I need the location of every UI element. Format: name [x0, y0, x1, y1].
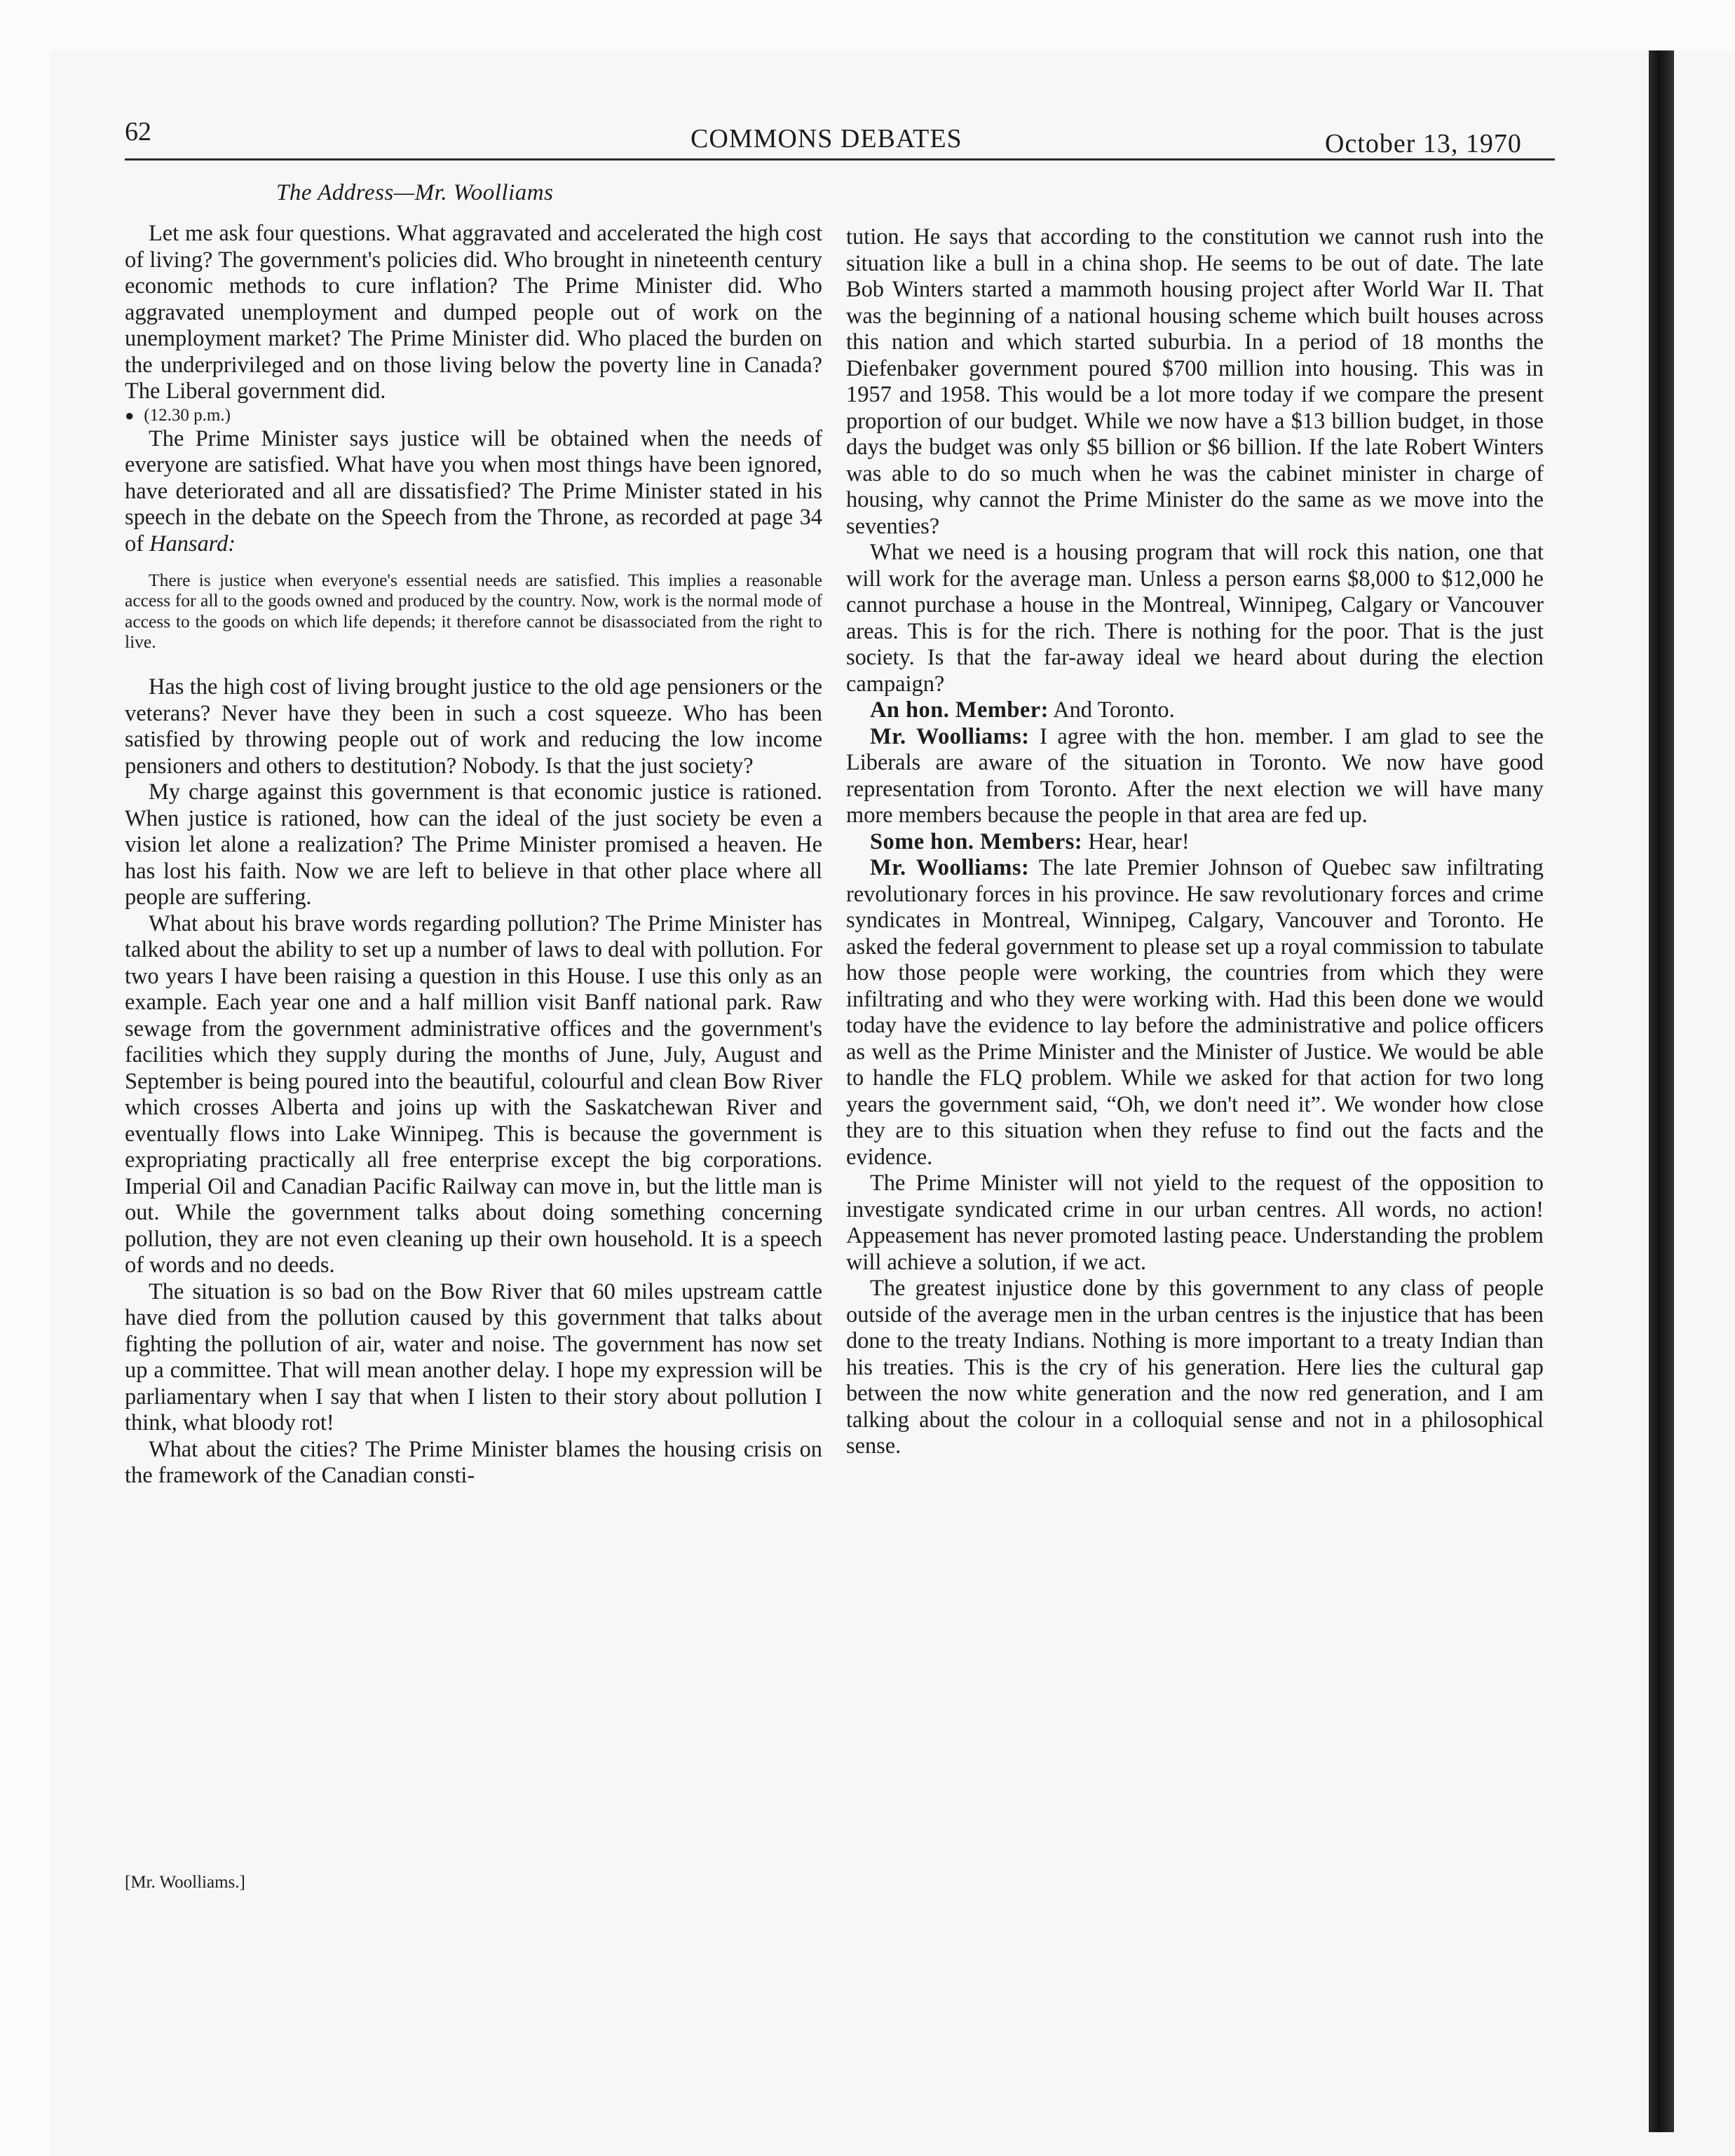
speaker-name: Some hon. Members: [870, 828, 1083, 854]
speech-entry [846, 829, 1544, 856]
running-header-title: COMMONS DEBATES [690, 124, 962, 153]
speaker-name: Mr. Woolliams: [870, 723, 1030, 749]
speech-text: The late Premier Johnson of Quebec saw infiltrating revolutionary forces in his province. He saw revolutionary forces and crime syndicates in Montreal, Winnipeg, Calgary, Vancouver and Toronto. He asked the federal government to please set up a royal commission to tabulate how those people were working, the countries from which they were infiltrating and who they were working with. Had this been done we would today have the evidence to lay before the administrative and police officers as well as the Prime Minister and the Minister of Justice. We would be able to handle the FLQ problem. While we asked for that action for two long years the government said, “Oh, we don't need it”. We wonder how close they are to this situation when they refuse to find out the facts and the evidence. [846, 855, 1544, 1170]
paragraph: What we need is a housing program that will rock this nation, one that will work for the average man. Unless a person earns $8,000 to $12,000 he cannot purchase a house in the Montreal, Winnipeg, Calgary or Vancouver areas. This is for the rich. There is nothing for the poor. That is the just society. Is that the far-away ideal we heard about during the election campaign? [846, 540, 1544, 697]
paragraph: The Prime Minister will not yield to the request of the opposition to investigate syndicated crime in our urban centres. All words, no action! Appeasement has never promoted lasting peace. Understanding the problem will achieve a solution, if we act. [846, 1171, 1544, 1275]
speech-entry [846, 855, 1544, 1171]
speaker-name: An hon. Member: [870, 697, 1049, 723]
section-subheading: The Address—Mr. Woolliams [276, 180, 554, 205]
quote-text: There is justice when everyone's essential needs are satisfied. This implies a reasonable access for all to the goods owned and produced by the country. Now, work is the normal mode of access to the goods on which life depends; it therefore cannot be disassociated from the right to live. [125, 570, 822, 652]
page-number: 62 [125, 117, 151, 146]
speech-text: Hear, hear! [1082, 828, 1190, 854]
right-column [846, 224, 1544, 1460]
speaker-attribution: [Mr. Woolliams.] [125, 1873, 245, 1892]
paragraph: The greatest injustice done by this government to any class of people outside of the average men in the urban centres is the injustice that has been done to the treaty Indians. Nothing is more important to a treaty Indian than his treaties. This is the cry of his generation. Here lies the cultural gap between the now white generation and the now red generation, and I am talking about the colour in a colloquial sense and not in a philosophical sense. [846, 1276, 1544, 1459]
scan-edge-shadow [1649, 50, 1674, 2132]
speech-text: And Toronto. [1048, 697, 1175, 723]
paragraph: Has the high cost of living brought justice to the old age pensioners or the veterans? Never have they been in such a cost squeeze. Who has been satisfied by throwing people out of work and reducing the low income pensioners and others to destitution? Nobody. Is that the just society? [125, 674, 822, 779]
left-column [125, 221, 822, 1489]
paragraph-text: The Prime Minister says justice will be obtained when the needs of everyone are satisfied. What have you when most things have been ignored, have deteriorated and all are dissatisfied? The Prime Minister stated in his speech in the debate on the Speech from the Throne, as recorded at page 34 of [125, 425, 822, 557]
paragraph: What about his brave words regarding pollution? The Prime Minister has talked about the ability to set up a number of laws to deal with pollution. For two years I have been raising a question in this House. I use this only as an example. Each year one and a half million visit Banff national park. Raw sewage from the government administrative offices and the government's facilities which they supply during the months of June, July, August and September is being poured into the beautiful, colourful and clean Bow River which crosses Alberta and joins up with the Saskatchewan River and eventually flows into Lake Winnipeg. This is because the government is expropriating practically all free enterprise except the big corporations. Imperial Oil and Canadian Pacific Railway can move in, but the little man is out. While the government talks about doing something concerning pollution, they are not even cleaning up their own household. It is a speech of words and no deeds. [125, 910, 822, 1278]
scan-border-left [0, 0, 50, 2156]
timestamp [125, 405, 822, 426]
paragraph [125, 426, 822, 558]
speech-entry [846, 724, 1544, 829]
hansard-reference: Hansard: [149, 531, 236, 557]
header-rule [125, 158, 1555, 161]
paragraph: tution. He says that according to the constitution we cannot rush into the situation like a bull in a china shop. He seems to be out of date. The late Bob Winters started a mammoth housing project after World War II. That was the beginning of a national housing scheme which built houses across this nation and which started suburbia. In a period of 18 months the Diefenbaker government poured $700 million into housing. This was in 1957 and 1958. This would be a lot more today if we compare the present proportion of our budget. While we now have a $13 billion budget, in those days the budget was only $5 billion or $6 billion. If the late Robert Winters was able to do so much when he was the cabinet minister in charge of housing, why cannot the Prime Minister do the same as we move into the seventies? [846, 224, 1544, 539]
timestamp-text: (12.30 p.m.) [144, 405, 231, 425]
scan-border-top [0, 0, 1735, 50]
paragraph: Let me ask four questions. What aggravated and accelerated the high cost of living? The government's policies did. Who brought in nineteenth century economic methods to cure inflation? The Prime Minister did. Who aggravated unemployment and dumped people out of work on the unemployment market? The Prime Minister did. Who placed the burden on the underprivileged and on those living below the poverty line in Canada? The Liberal government did. [125, 221, 822, 404]
bullet-icon: ● [125, 406, 135, 424]
paragraph: The situation is so bad on the Bow River that 60 miles upstream cattle have died from the pollution caused by this government that talks about fighting the pollution of air, water and noise. The government has now set up a committee. That will mean another delay. I hope my expression will be parliamentary when I say that when I listen to their story about pollution I think, what bloody rot! [125, 1278, 822, 1436]
speech-text: I agree with the hon. member. I am glad to see the Liberals are aware of the situation in Toronto. We now have good representation from Toronto. After the next election we will have many more members because the people in that area are fed up. [846, 723, 1544, 828]
block-quote [125, 570, 822, 652]
speech-entry [846, 697, 1544, 724]
paragraph: What about the cities? The Prime Minister blames the housing crisis on the framework of the Canadian consti- [125, 1436, 822, 1489]
header-date: October 13, 1970 [1325, 129, 1522, 158]
paragraph: My charge against this government is that economic justice is rationed. When justice is rationed, how can the ideal of the just society be even a vision let alone a realization? The Prime Minister promised a heaven. He has lost his faith. Now we are left to believe in that other place where all people are suffering. [125, 779, 822, 910]
speaker-name: Mr. Woolliams: [870, 855, 1030, 880]
